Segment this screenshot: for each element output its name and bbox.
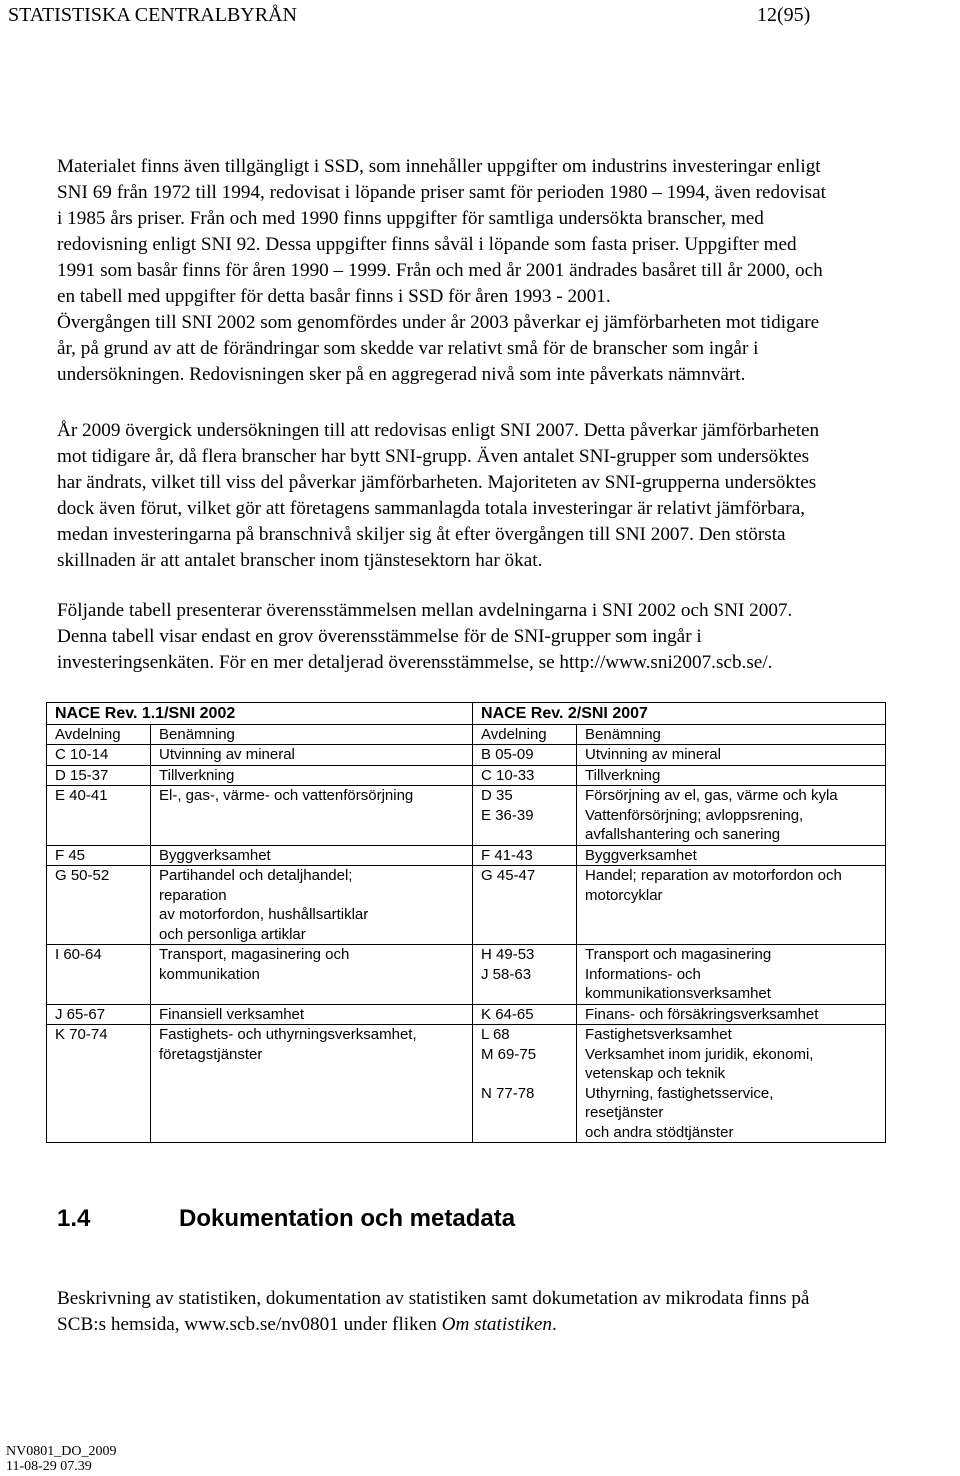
cell-line: G 50-52 [55,867,110,884]
column-header: Avdelning [473,724,577,745]
cell-division-2002 [47,1004,151,1025]
cell-name-2007 [577,745,886,766]
cell-line: L 68 [481,1026,510,1043]
cell-line: Tillverkning [159,766,235,784]
text-line [57,1312,957,1338]
cell-line: Uthyrning, fastighetsservice, [585,1084,774,1102]
cell-division-2002 [47,845,151,866]
cell-line: N 77-78 [481,1084,535,1102]
cell-division-2007 [473,786,577,846]
cell-name-2007 [577,1004,886,1025]
table-row [47,786,886,846]
cell-line: reparation [159,886,227,904]
cell-line: Informations- och [585,965,701,983]
table-row [47,845,886,866]
cell-division-2002 [47,945,151,1005]
cell-line: Partihandel och detaljhandel; [159,867,353,884]
table-row [47,745,886,766]
cell-line: kommunikation [159,965,260,983]
column-header: Benämning [151,724,473,745]
column-header: Benämning [577,724,886,745]
text-line: investeringsenkäten. För en mer detaljerad överensstämmelse, se http://www.sni2007.scb.se/. [57,652,773,673]
cell-line: F 45 [55,846,86,864]
group-header-sni2007: NACE Rev. 2/SNI 2007 [473,703,886,725]
cell-line: H 49-53 [481,946,535,963]
group-header-sni2002: NACE Rev. 1.1/SNI 2002 [47,703,473,725]
cell-line: av motorfordon, hushållsartiklar [159,906,369,923]
cell-line [481,1064,570,1084]
table-column-header-row [47,724,886,745]
text-line: SNI 69 från 1972 till 1994, redovisat i löpande priser samt för perioden 1980 – 1994, även redovisat [57,182,826,203]
text-line: undersökningen. Redovisningen sker på en aggregerad nivå som inte påverkats nämnvärt. [57,364,746,385]
cell-line: Fastighetsverksamhet [585,1026,732,1043]
cell-division-2007 [473,1025,577,1143]
text-line: 1991 som basår finns för åren 1990 – 1999. Från och med år 2001 ändrades basåret till år 2000, och [57,260,823,281]
section-number: 1.4 [57,1205,91,1232]
cell-line: K 70-74 [55,1026,108,1043]
cell-name-2007 [577,765,886,786]
text-line: Materialet finns även tillgängligt i SSD, som innehåller uppgifter om industrins investeringar enligt [57,156,821,177]
cell-division-2002 [47,1025,151,1143]
footer-timestamp: 11-08-29 07.39 [6,1459,92,1474]
cell-line: Vattenförsörjning; avloppsrening, [585,806,804,824]
text-line: Övergången till SNI 2002 som genomfördes under år 2003 påverkar ej jämförbarheten mot tidigare [57,312,820,333]
cell-name-2002 [151,745,473,766]
section-title: Dokumentation och metadata [179,1205,516,1232]
cell-name-2007 [577,1025,886,1143]
cell-line: Utvinning av mineral [585,746,721,763]
text-line: redovisning enligt SNI 92. Dessa uppgifter finns såväl i löpande som fasta priser. Uppgifter med [57,234,797,255]
tab-name-italic: Om statistiken [441,1314,552,1335]
nace-correspondence-table [46,702,886,1143]
cell-name-2007 [577,786,886,846]
cell-line: D 15-37 [55,766,109,784]
cell-line: D 35 [481,787,513,804]
table-group-header-row [47,703,886,725]
cell-line: vetenskap och teknik [585,1065,726,1082]
cell-line: kommunikationsverksamhet [585,985,771,1002]
cell-name-2007 [577,945,886,1005]
cell-line: Byggverksamhet [159,846,271,864]
cell-division-2002 [47,765,151,786]
cell-name-2007 [577,866,886,945]
column-header: Avdelning [47,724,151,745]
text-line: har ändrats, vilket till viss del påverkar jämförbarheten. Majoriteten av SNI-grupperna undersöktes [57,472,817,493]
cell-line: Utvinning av mineral [159,746,295,763]
text-line: skillnaden är att antalet branscher inom tjänstesektorn har ökat. [57,550,543,571]
cell-line: Verksamhet inom juridik, ekonomi, [585,1045,814,1063]
cell-line: El-, gas-, värme- och vattenförsörjning [159,787,414,804]
text-line: Denna tabell visar endast en grov överensstämmelse för de SNI-grupper som ingår i [57,626,702,647]
cell-line: Finans- och försäkringsverksamhet [585,1005,819,1023]
text-line: Följande tabell presenterar överensstämmelsen mellan avdelningarna i SNI 2002 och SNI 2007. [57,600,793,621]
cell-name-2002 [151,1025,473,1143]
paragraph-ssd [57,154,957,388]
cell-line: resetjänster [585,1104,664,1121]
cell-line: och personliga artiklar [159,925,306,943]
text-line: en tabell med uppgifter för detta basår finns i SSD för åren 1993 - 2001. [57,286,611,307]
text-line: År 2009 övergick undersökningen till att redovisas enligt SNI 2007. Detta påverkar jämförbarheten [57,420,820,441]
cell-name-2002 [151,786,473,846]
cell-line: Byggverksamhet [585,846,697,864]
page-number: 12(95) [757,4,811,26]
table-row [47,1004,886,1025]
cell-line: Fastighets- och uthyrningsverksamhet, [159,1026,417,1043]
cell-name-2002 [151,765,473,786]
cell-division-2007 [473,1004,577,1025]
cell-line: Försörjning av el, gas, värme och kyla [585,787,838,804]
cell-line: Finansiell verksamhet [159,1005,305,1023]
table-row [47,945,886,1005]
cell-line: företagstjänster [159,1045,263,1063]
paragraph-table-intro [57,598,957,676]
cell-line: E 36-39 [481,806,534,824]
cell-division-2002 [47,745,151,766]
text-line: medan investeringarna på branschnivå skiljer sig åt efter övergången till SNI 2007. Den största [57,524,786,545]
cell-line: och andra stödtjänster [585,1123,734,1141]
cell-name-2002 [151,845,473,866]
cell-name-2002 [151,1004,473,1025]
text-line: Beskrivning av statistiken, dokumentation av statistiken samt dokumetation av mikrodata finns på [57,1288,810,1309]
text-segment: SCB:s hemsida, www.scb.se/nv0801 under fliken [57,1314,442,1335]
cell-division-2007 [473,845,577,866]
section-heading [57,1205,515,1233]
cell-line: motorcyklar [585,886,663,904]
cell-line: avfallshantering och sanering [585,826,781,843]
cell-line: Handel; reparation av motorfordon och [585,867,842,884]
text-line: i 1985 års priser. Från och med 1990 finns uppgifter för samtliga undersökta branscher, med [57,208,764,229]
paragraph-documentation [57,1286,957,1338]
table-row [47,765,886,786]
cell-name-2002 [151,945,473,1005]
cell-division-2007 [473,945,577,1005]
cell-line: G 45-47 [481,867,536,884]
cell-line: I 60-64 [55,946,102,963]
cell-division-2007 [473,745,577,766]
header-org: STATISTISKA CENTRALBYRÅN [8,4,297,26]
cell-line: E 40-41 [55,787,108,804]
cell-division-2002 [47,786,151,846]
cell-line: J 58-63 [481,965,532,983]
cell-line: J 65-67 [55,1005,106,1023]
cell-division-2007 [473,765,577,786]
text-line: mot tidigare år, då flera branscher har bytt SNI-grupp. Även antalet SNI-grupper som undersöktes [57,446,810,467]
text-line: år, på grund av att de förändringar som skedde var relativt små för de branscher som ingår i [57,338,759,359]
cell-line: K 64-65 [481,1005,534,1023]
cell-name-2002 [151,866,473,945]
cell-line: M 69-75 [481,1045,537,1063]
table-row [47,866,886,945]
cell-line: F 41-43 [481,846,533,864]
cell-line: C 10-33 [481,766,535,784]
table-row [47,1025,886,1143]
cell-line: B 05-09 [481,746,534,763]
cell-division-2002 [47,866,151,945]
paragraph-sni2007 [57,418,957,574]
footer-doc-id: NV0801_DO_2009 [6,1444,117,1459]
cell-division-2007 [473,866,577,945]
cell-line: Tillverkning [585,766,661,784]
cell-name-2007 [577,845,886,866]
cell-line: Transport, magasinering och [159,946,350,963]
text-segment: . [551,1314,557,1335]
cell-line: C 10-14 [55,746,109,763]
cell-line: Transport och magasinering [585,946,772,963]
text-line: dock även förut, vilket gör att företagens sammanlagda totala investeringar är relativt jämförbara, [57,498,806,519]
